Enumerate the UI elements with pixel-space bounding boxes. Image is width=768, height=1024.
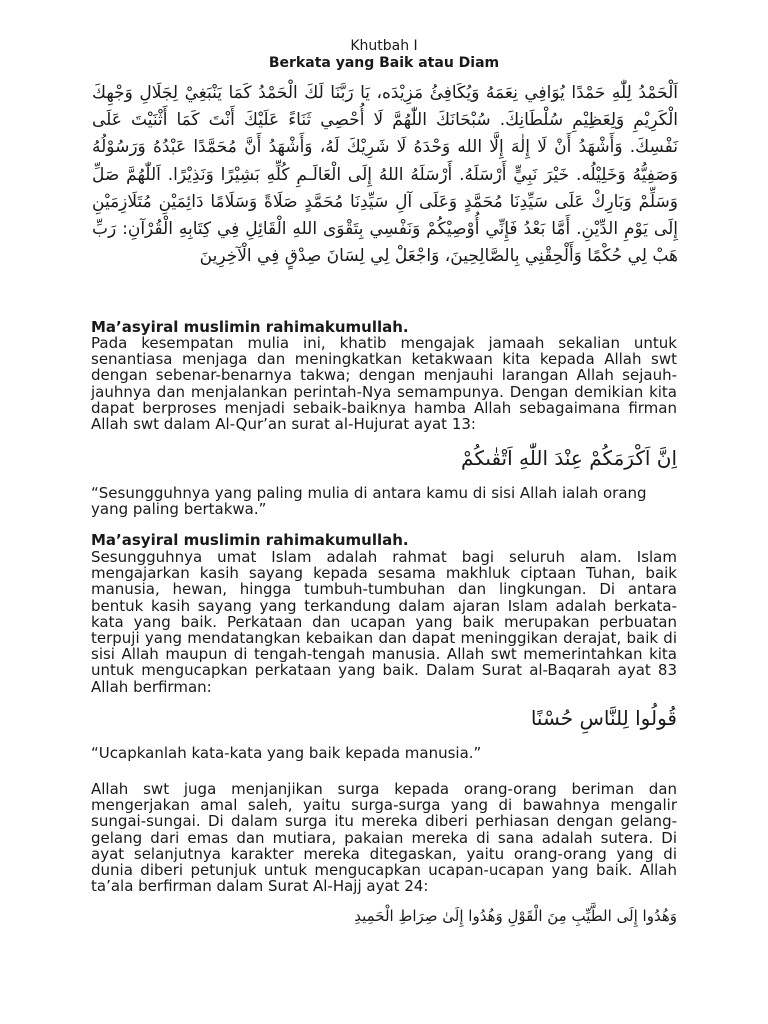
section-heading: Ma’asyiral muslimin rahimakumullah. <box>91 318 409 336</box>
verse-translation: “Sesungguhnya yang paling mulia di antara kamu di sisi Allah ialah orang yang paling bertakwa.” <box>91 484 647 519</box>
document-title: Berkata yang Baik atau Diam <box>268 55 500 71</box>
opening-arabic-prayer: اَلْحَمْدُ لِلّٰهِ حَمْدًا يُوَافِي نِعَمَهُ وَيُكَافِئُ مَزِيْدَه، يَا رَبَّنَا لَكَ الْحَمْدُ كَمَا يَنْبَغِيْ لِجَلَالِ وَجْهِكَ الْكَرِيْمِ وَلِعَظِيْمِ سُلْطَانِكَ. سُبْحَانَكَ اللّٰهُمَّ لَا أُحْصِي ثَنَاءً عَلَيْكَ أَنْتَ كَمَا أَثْنَيْتَ عَلَى نَفْسِكَ. وَأَشْهَدُ أَنْ لَا إِلٰهَ إِلَّا الله وَحْدَهُ لَا شَرِيْكَ لَهُ، وَأَشْهَدُ أَنَّ مُحَمَّدًا عَبْدُهُ وَرَسُوْلُهُ وَصَفِيُّهُ وَخَلِيْلُه. خَيْرَ نَبِيٍّ أَرْسَلَهُ. أَرْسَلَهُ اللهُ إِلَى الْعَالَـمِ كُلِّهِ بَشِيْرًا وَنَذِيْرًا. اَللّٰهُمَّ صَلِّ وَسَلِّمْ وَبَارِكْ عَلَى سَيِّدِنَا مُحَمَّدٍ وَعَلَى آلِ سَيِّدِنَا مُحَمَّدٍ صَلَاةً وَسَلَامًا دَائِمَيْنِ مُتَلَازِمَيْنِ إِلَى يَوْمِ الدِّيْنِ. أَمَّا بَعْدُ فَإِنِّي أُوْصِيْكُمْ وَنَفْسِي بِتَقْوَى اللهِ الْقَائِلِ فِي كِتَابِهِ الْقُرْآنِ: رَبِّ هَبْ لِي حُكْمًا وَأَلْحِقْنِي بِالصَّالِحِينَ، وَاجْعَلْ لِي لِسَانَ صِدْقٍ فِي الْآخِرِينَ <box>92 83 678 267</box>
section-heading: Ma’asyiral muslimin rahimakumullah. <box>91 531 409 549</box>
body-paragraph: Pada kesempatan mulia ini, khatib mengajak jamaah sekalian untuk senantiasa menjaga dan meningkatkan ketakwaan kita kepada Allah swt dengan sebenar-benarnya takwa; dengan menjauhi larangan Allah sejauh-jauhnya dan menjalankan perintah-Nya semampunya. Dengan demikian kita dapat berproses menjadi sebaik-baiknya hamba Allah sebagaimana firman Allah swt dalam Al-Qur’an surat al-Hujurat ayat 13: <box>91 334 677 434</box>
quran-verse: وَهُدُوا إِلَى الطَّيِّبِ مِنَ الْقَوْلِ وَهُدُوا إِلَىٰ صِرَاطِ الْحَمِيدِ <box>354 907 677 925</box>
body-paragraph: Allah swt juga menjanjikan surga kepada orang-orang beriman dan mengerjakan amal saleh, yaitu surga-surga yang di bawahnya mengalir sungai-sungai. Di dalam surga itu mereka diberi perhiasan dengan gelang-gelang dari emas dan mutiara, pakaian mereka di sana adalah sutera. Di ayat selanjutnya karakter mereka ditegaskan, yaitu orang-orang yang di dunia diberi petunjuk untuk mengucapkan ucapan-ucapan yang baik. Allah ta’ala berfirman dalam Surat Al-Hajj ayat 24: <box>91 780 677 896</box>
quran-verse: اِنَّ اَكْرَمَكُمْ عِنْدَ اللّٰهِ اَتْقٰىكُمْ <box>461 446 677 470</box>
verse-translation: “Ucapkanlah kata-kata yang baik kepada manusia.” <box>91 744 482 762</box>
body-paragraph: Sesungguhnya umat Islam adalah rahmat bagi seluruh alam. Islam mengajarkan kasih sayang kepada sesama makhluk ciptaan Tuhan, baik manusia, hewan, hingga tumbuh-tumbuhan dan lingkungan. Di antara bentuk kasih sayang yang terkandung dalam ajaran Islam adalah berkata-kata yang baik. Perkataan dan ucapan yang baik merupakan perbuatan terpuji yang mendatangkan kebaikan dan dapat meninggikan derajat, baik di sisi Allah maupun di tengah-tengah manusia. Allah swt memerintahkan kita untuk mengucapkan perkataan yang baik. Dalam Surat al-Baqarah ayat 83 Allah berfirman: <box>91 548 677 696</box>
quran-verse: قُولُوا لِلنَّاسِ حُسْنًا <box>530 706 677 730</box>
document-kicker: Khutbah I <box>350 38 418 54</box>
